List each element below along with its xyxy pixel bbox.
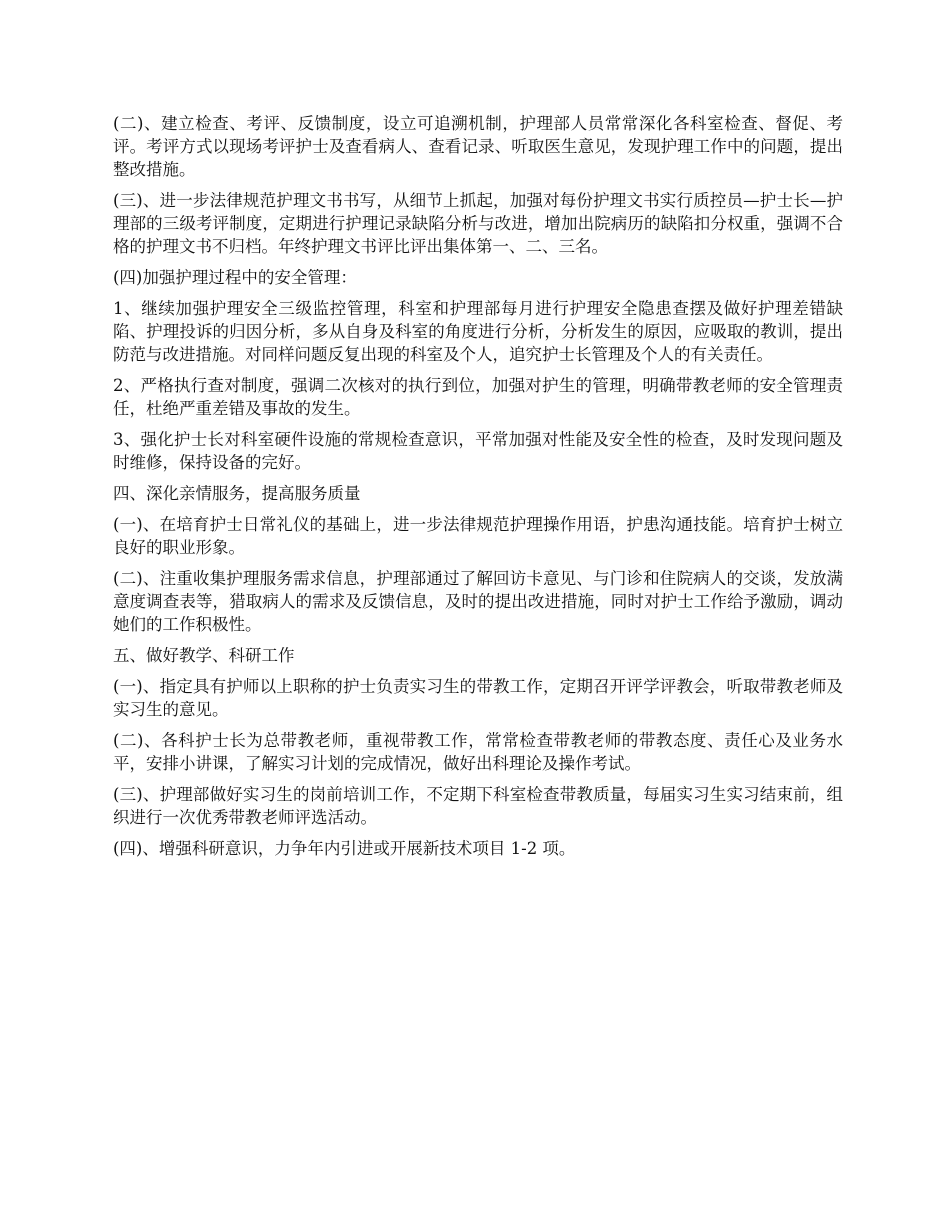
- paragraph-etiquette-training: (一)、在培育护士日常礼仪的基础上，进一步法律规范护理操作用语，护患沟通技能。培育护士树立良好的职业形象。: [113, 515, 843, 557]
- paragraph-audit-system: (二)、建立检查、考评、反馈制度，设立可追溯机制，护理部人员常常深化各科室检查、督促、考评。考评方式以现场考评护士及查看病人、查看记录、听取医生意见，发现护理工作中的问题，提出整改措施。: [113, 114, 843, 179]
- paragraph-teaching-assignment: (一)、指定具有护师以上职称的护士负责实习生的带教工作，定期召开评学评教会，听取带教老师及实习生的意见。: [113, 677, 843, 719]
- paragraph-head-nurse-teaching: (二)、各科护士长为总带教老师，重视带教工作，常常检查带教老师的带教态度、责任心及业务水平，安排小讲课，了解实习计划的完成情况，做好出科理论及操作考试。: [113, 731, 843, 773]
- paragraph-safety-item-3: 3、强化护士长对科室硬件设施的常规检查意识，平常加强对性能及安全性的检查，及时发现问题及时维修，保持设备的完好。: [113, 430, 843, 472]
- paragraph-research: (四)、增强科研意识，力争年内引进或开展新技术项目 1-2 项。: [113, 839, 576, 858]
- heading-section-4: 四、深化亲情服务，提高服务质量: [113, 484, 361, 503]
- document-page: [113, 112, 843, 868]
- paragraph-safety-item-2: 2、严格执行查对制度，强调二次核对的执行到位，加强对护生的管理，明确带教老师的安全管理责任，杜绝严重差错及事故的发生。: [113, 376, 843, 418]
- heading-safety-management: (四)加强护理过程中的安全管理：: [113, 268, 357, 287]
- paragraph-service-feedback: (二)、注重收集护理服务需求信息，护理部通过了解回访卡意见、与门诊和住院病人的交谈，发放满意度调查表等，猎取病人的需求及反馈信息，及时的提出改进措施，同时对护士工作给予激励，调动她们的工作积极性。: [113, 569, 843, 634]
- paragraph-pre-job-training: (三)、护理部做好实习生的岗前培训工作，不定期下科室检查带教质量，每届实习生实习结束前，组织进行一次优秀带教老师评选活动。: [113, 785, 843, 827]
- paragraph-nursing-documents: (三)、进一步法律规范护理文书书写，从细节上抓起，加强对每份护理文书实行质控员—护士长—护理部的三级考评制度，定期进行护理记录缺陷分析与改进，增加出院病历的缺陷扣分权重，强调不合格的护理文书不归档。年终护理文书评比评出集体第一、二、三名。: [113, 191, 843, 256]
- paragraph-safety-item-1: 1、继续加强护理安全三级监控管理，科室和护理部每月进行护理安全隐患查摆及做好护理差错缺陷、护理投诉的归因分析，多从自身及科室的角度进行分析，分析发生的原因，应吸取的教训，提出防范与改进措施。对同样问题反复出现的科室及个人，追究护士长管理及个人的有关责任。: [113, 299, 843, 364]
- heading-section-5: 五、做好教学、科研工作: [113, 646, 295, 665]
